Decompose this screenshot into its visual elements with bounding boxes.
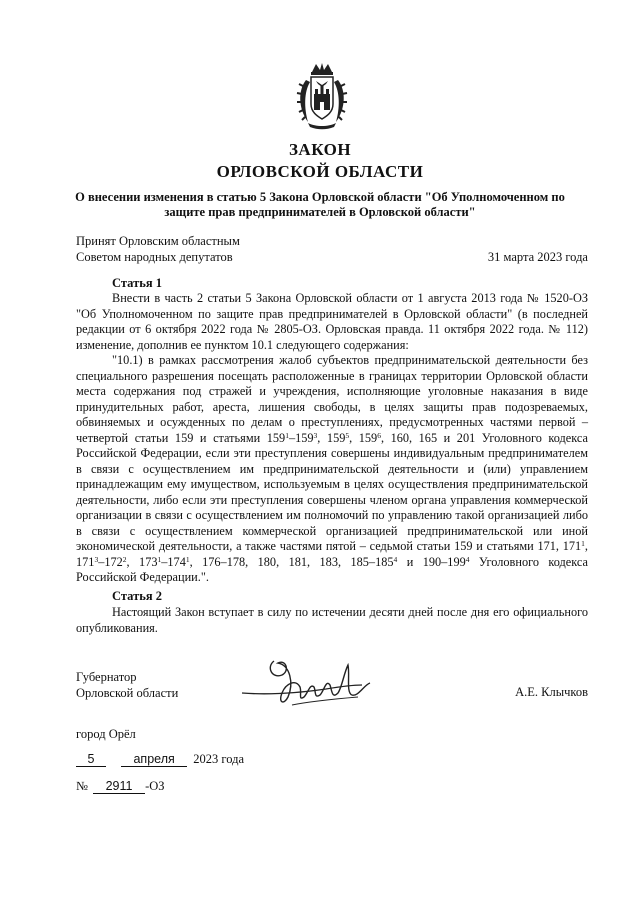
handwritten-signature <box>238 649 388 719</box>
superscript: 1 <box>581 539 585 548</box>
article-1-quote <box>76 353 588 586</box>
position-line-1: Губернатор <box>76 670 137 684</box>
adoption-line-2: Советом народных депутатов <box>76 250 233 264</box>
city: город Орёл <box>76 727 136 741</box>
document-type-title: ЗАКОН <box>288 140 352 159</box>
quote-text-1: "10.1) в рамках рассмотрения жалоб субъектов предпринимательской деятельности без специального разрешения посещать расположенные в границах территории Орловской области места содержания под стражей и учреждения, исполняющие уголовные наказания в виде принудительных работ, ареста, лишения свободы, в целях защиты прав подозреваемых, обвиняемых и осужденных по делам о преступлениях, предусмотренных частями первой – четвертой статьи 159 и статьями 159 <box>76 353 588 445</box>
superscript: 1 <box>157 554 162 564</box>
article-1-intro: Внести в часть 2 статьи 5 Закона Орловской области от 1 августа 2013 года № 1520-ОЗ "Об Уполномоченном по защите прав предпринимателей в Орловской области" (в последней редакции от 6 октября 2022 года № 2805-ОЗ. Орловская правда. 11 октября 2022 года. № 112) изменение, дополнив ее пунктом 10.1 следующего содержания: <box>76 291 588 352</box>
article-2-title: Статья 2 <box>112 589 162 603</box>
signing-day: 5 <box>76 753 106 767</box>
quote-text-5: Уголовного кодекса Российской Федерации.". <box>76 554 589 584</box>
signatory-position <box>76 669 178 701</box>
signer-name: А.Е. Клычков <box>515 685 588 699</box>
quote-text-4: и 190–199 <box>397 554 466 569</box>
superscript: 4 <box>393 554 398 564</box>
superscript: 6 <box>377 430 381 440</box>
number-label: № <box>76 779 88 793</box>
superscript: 1 <box>285 430 289 440</box>
quote-text: , 173 <box>126 554 158 569</box>
superscript: 5 <box>345 430 350 440</box>
adoption-date: 31 марта 2023 года <box>487 250 588 264</box>
quote-text: –174 <box>161 554 186 569</box>
superscript: 1 <box>185 554 190 564</box>
law-number <box>76 779 165 794</box>
adoption-info <box>76 233 240 265</box>
signing-year: 2023 года <box>193 752 244 766</box>
signing-date <box>76 752 244 767</box>
law-subtitle: О внесении изменения в статью 5 Закона Орловской области "Об Уполномоченном по защите прав предпринимателей в Орловской области" <box>75 190 565 219</box>
quote-text: , 159 <box>317 430 346 445</box>
quote-text: –159 <box>288 430 314 445</box>
coat-of-arms-emblem <box>296 62 348 130</box>
article-1-title: Статья 1 <box>112 276 162 290</box>
quote-text: , 159 <box>349 430 378 445</box>
number-suffix: -ОЗ <box>145 779 165 793</box>
superscript: 3 <box>313 430 318 440</box>
quote-text: , 171 <box>76 539 588 569</box>
region-title: ОРЛОВСКОЙ ОБЛАСТИ <box>216 162 424 181</box>
quote-text-3: , 176–178, 180, 181, 183, 185–185 <box>189 554 394 569</box>
superscript: 2 <box>122 554 127 564</box>
quote-text-2: , 160, 165 и 201 Уголовного кодекса Российской Федерации, если эти преступления совершены индивидуальным предпринимателем в связи с осуществлением им предпринимательской деятельности и (или) управлением принадлежащим ему имуществом, используемым в целях осуществления предпринимательской деятельности, либо если эти преступления совершены членом органа управления коммерческой организации в связи с осуществлением им полномочий по управлению такой организацией либо в связи с осуществлением коммерческой организацией предпринимательской или иной экономической деятельности, а также частями пятой – седьмой статьи 159 и статьями 171, 171 <box>76 430 588 553</box>
signing-month: апреля <box>121 753 187 767</box>
article-2-body <box>76 605 588 636</box>
article-1-body <box>76 291 588 586</box>
adoption-line-1: Принят Орловским областным <box>76 234 240 248</box>
position-line-2: Орловской области <box>76 686 179 700</box>
quote-text: –172 <box>98 554 123 569</box>
number-value: 2911 <box>93 780 145 794</box>
superscript: 3 <box>94 554 99 564</box>
article-2-text: Настоящий Закон вступает в силу по истечении десяти дней после дня его официального опубликования. <box>76 605 588 635</box>
superscript: 4 <box>465 554 470 564</box>
